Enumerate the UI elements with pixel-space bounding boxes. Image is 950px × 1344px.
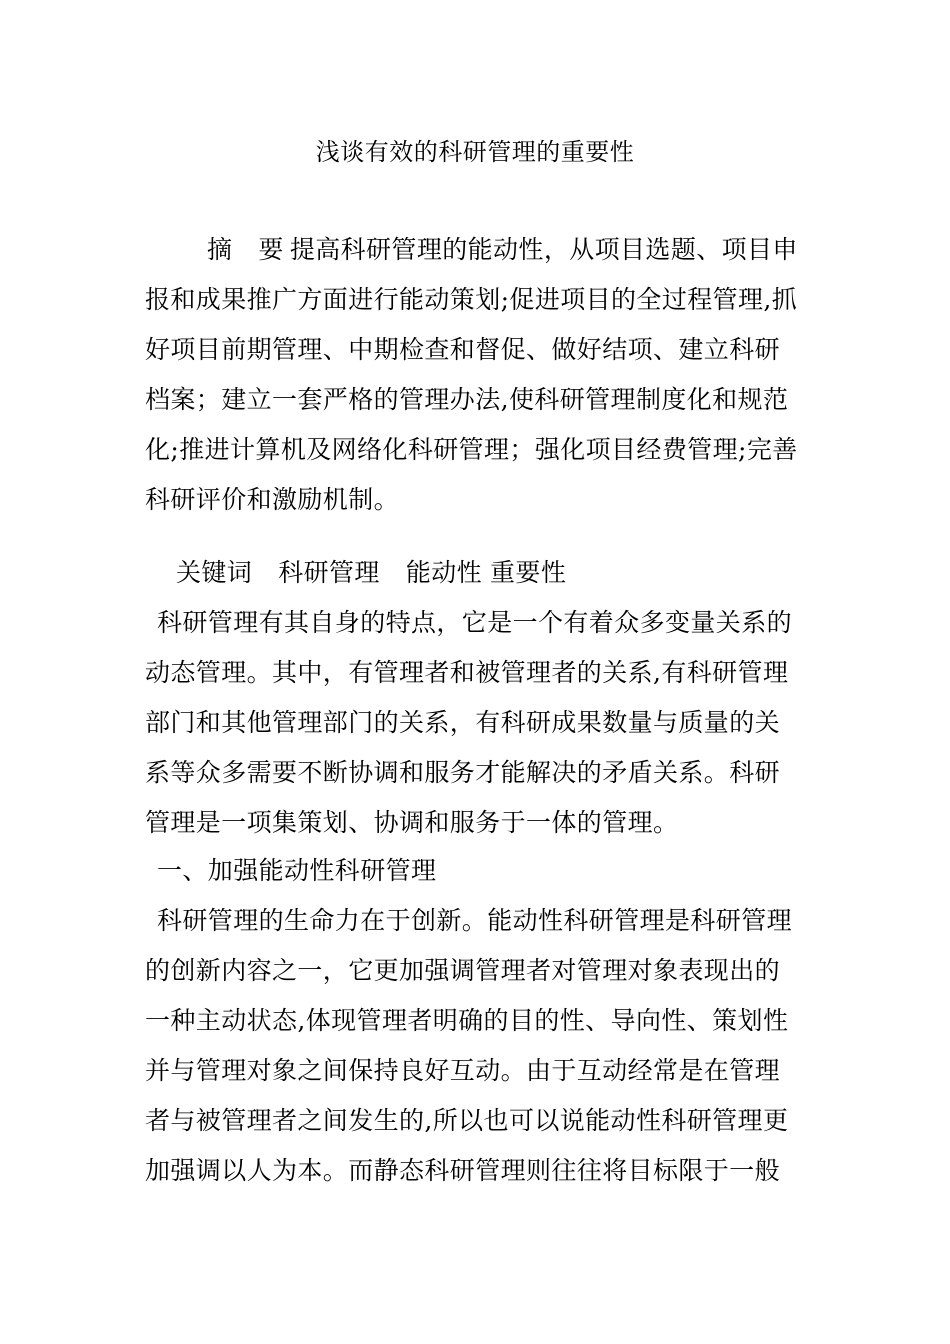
paragraph-1 xyxy=(145,598,805,848)
abstract-line: 档案；建立一套严格的管理办法,使科研管理制度化和规范 xyxy=(145,385,789,414)
abstract-label-char: 要 xyxy=(258,235,284,264)
paragraph-line: 科研管理的生命力在于创新。能动性科研管理是科研管理 xyxy=(157,906,793,935)
abstract-line: 好项目前期管理、中期检查和督促、做好结项、建立科研 xyxy=(145,335,781,364)
document-title: 浅谈有效的科研管理的重要性 xyxy=(315,138,635,166)
abstract-text: 提高科研管理的能动性，从项目选题、项目申 xyxy=(289,235,798,264)
paragraph-line: 的创新内容之一，它更加强调管理者对管理对象表现出的 xyxy=(145,956,781,985)
paragraph-line: 一种主动状态,体现管理者明确的目的性、导向性、策划性 xyxy=(145,1006,789,1035)
paragraph-line: 并与管理对象之间保持良好互动。由于互动经常是在管理 xyxy=(145,1056,781,1085)
keyword-item: 重要性 xyxy=(490,558,567,587)
abstract-line: 化;推进计算机及网络化科研管理；强化项目经费管理;完善 xyxy=(145,435,798,464)
paragraph-line: 管理是一项集策划、协调和服务于一体的管理。 xyxy=(145,808,679,837)
paragraph-line: 加强调以人为本。而静态科研管理则往往将目标限于一般 xyxy=(145,1156,781,1185)
keywords-line xyxy=(145,548,805,598)
abstract-line: 报和成果推广方面进行能动策划;促进项目的全过程管理,抓 xyxy=(145,285,798,314)
abstract-line: 科研评价和激励机制。 xyxy=(145,485,400,514)
paragraph-line: 者与被管理者之间发生的,所以也可以说能动性科研管理更 xyxy=(145,1106,789,1135)
keyword-item: 能动性 xyxy=(405,558,483,587)
section-heading xyxy=(145,846,805,896)
keywords-label: 关键词 xyxy=(176,558,253,587)
keyword-item: 科研管理 xyxy=(278,558,380,587)
paragraph-2 xyxy=(145,896,805,1196)
abstract-label-char: 摘 xyxy=(207,235,233,264)
paragraph-line: 部门和其他管理部门的关系，有科研成果数量与质量的关 xyxy=(145,708,781,737)
section-heading-text: 一、加强能动性科研管理 xyxy=(157,856,437,885)
paragraph-line: 系等众多需要不断协调和服务才能解决的矛盾关系。科研 xyxy=(145,758,781,787)
paragraph-line: 科研管理有其自身的特点，它是一个有着众多变量关系的 xyxy=(157,608,793,637)
paragraph-line: 动态管理。其中，有管理者和被管理者的关系,有科研管理 xyxy=(145,658,789,687)
abstract-section xyxy=(145,225,805,525)
abstract-line xyxy=(145,225,805,275)
